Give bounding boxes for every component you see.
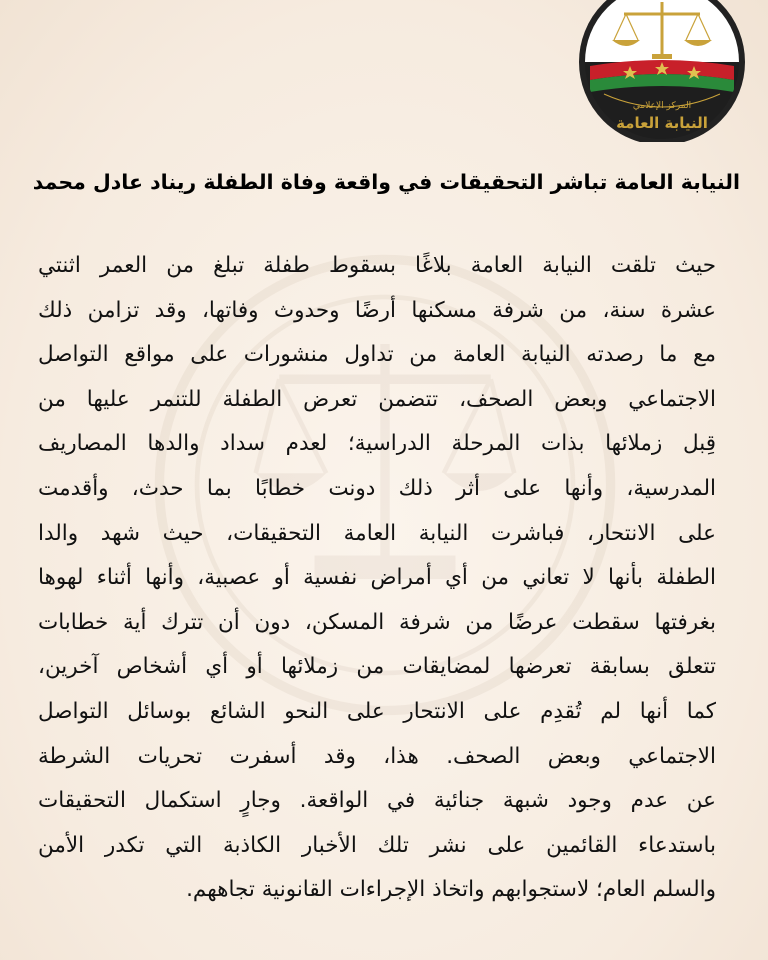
body-line: باستدعاء القائمين على نشر تلك الأخبار الكاذبة التي تكدر الأمن xyxy=(38,832,716,858)
body-line: على الانتحار، فباشرت النيابة العامة التحقيقات، حيث شهد والدا xyxy=(38,520,716,546)
public-prosecution-logo xyxy=(574,0,750,142)
body-line: بغرفتها سقطت عرضًا من شرفة المسكن، دون أن تترك أية خطابات xyxy=(38,609,716,635)
body-line: تتعلق بسابقة تعرضها لمضايقات من زملائها أو أي أشخاص آخرين، xyxy=(38,654,716,680)
body-line: والسلم العام؛ لاستجوابهم واتخاذ الإجراءات القانونية تجاههم. xyxy=(186,877,716,903)
body-line: المدرسية، وأنها على أثر ذلك دونت خطابًا بما حدث، وأقدمت xyxy=(38,475,716,501)
body-line: كما أنها لم تُقدِم على الانتحار على النحو الشائع بوسائل التواصل xyxy=(38,698,716,724)
body-line: عن عدم وجود شبهة جنائية في الواقعة. وجارٍ استكمال التحقيقات xyxy=(38,788,716,814)
statement-body xyxy=(38,244,716,913)
logo-label-line2: النيابة العامة xyxy=(616,114,708,132)
body-line: حيث تلقت النيابة العامة بلاغًا بسقوط طفلة تبلغ من العمر اثنتي xyxy=(38,253,716,278)
body-line: الاجتماعي وبعض الصحف. هذا، وقد أسفرت تحريات الشرطة xyxy=(38,743,716,769)
body-line: عشرة سنة، من شرفة مسكنها أرضًا وحدوث وفاتها، وقد تزامن ذلك xyxy=(38,297,716,323)
page-title: النيابة العامة تباشر التحقيقات في واقعة وفاة الطفلة ريناد عادل محمد xyxy=(32,170,740,194)
logo-label-line1: المركز الإعلامي xyxy=(632,101,692,111)
body-line: الطفلة بأنها لا تعاني من أي أمراض نفسية أو عصبية، وأنها أثناء لهوها xyxy=(38,565,716,591)
body-line: قِبل زملائها بذات المرحلة الدراسية؛ لعدم سداد والدها المصاريف xyxy=(38,431,716,457)
body-line: الاجتماعي وبعض الصحف، تتضمن تعرض الطفلة للتنمر عليها من xyxy=(38,386,716,412)
body-line: مع ما رصدته النيابة العامة من تداول منشورات على مواقع التواصل xyxy=(38,342,716,368)
